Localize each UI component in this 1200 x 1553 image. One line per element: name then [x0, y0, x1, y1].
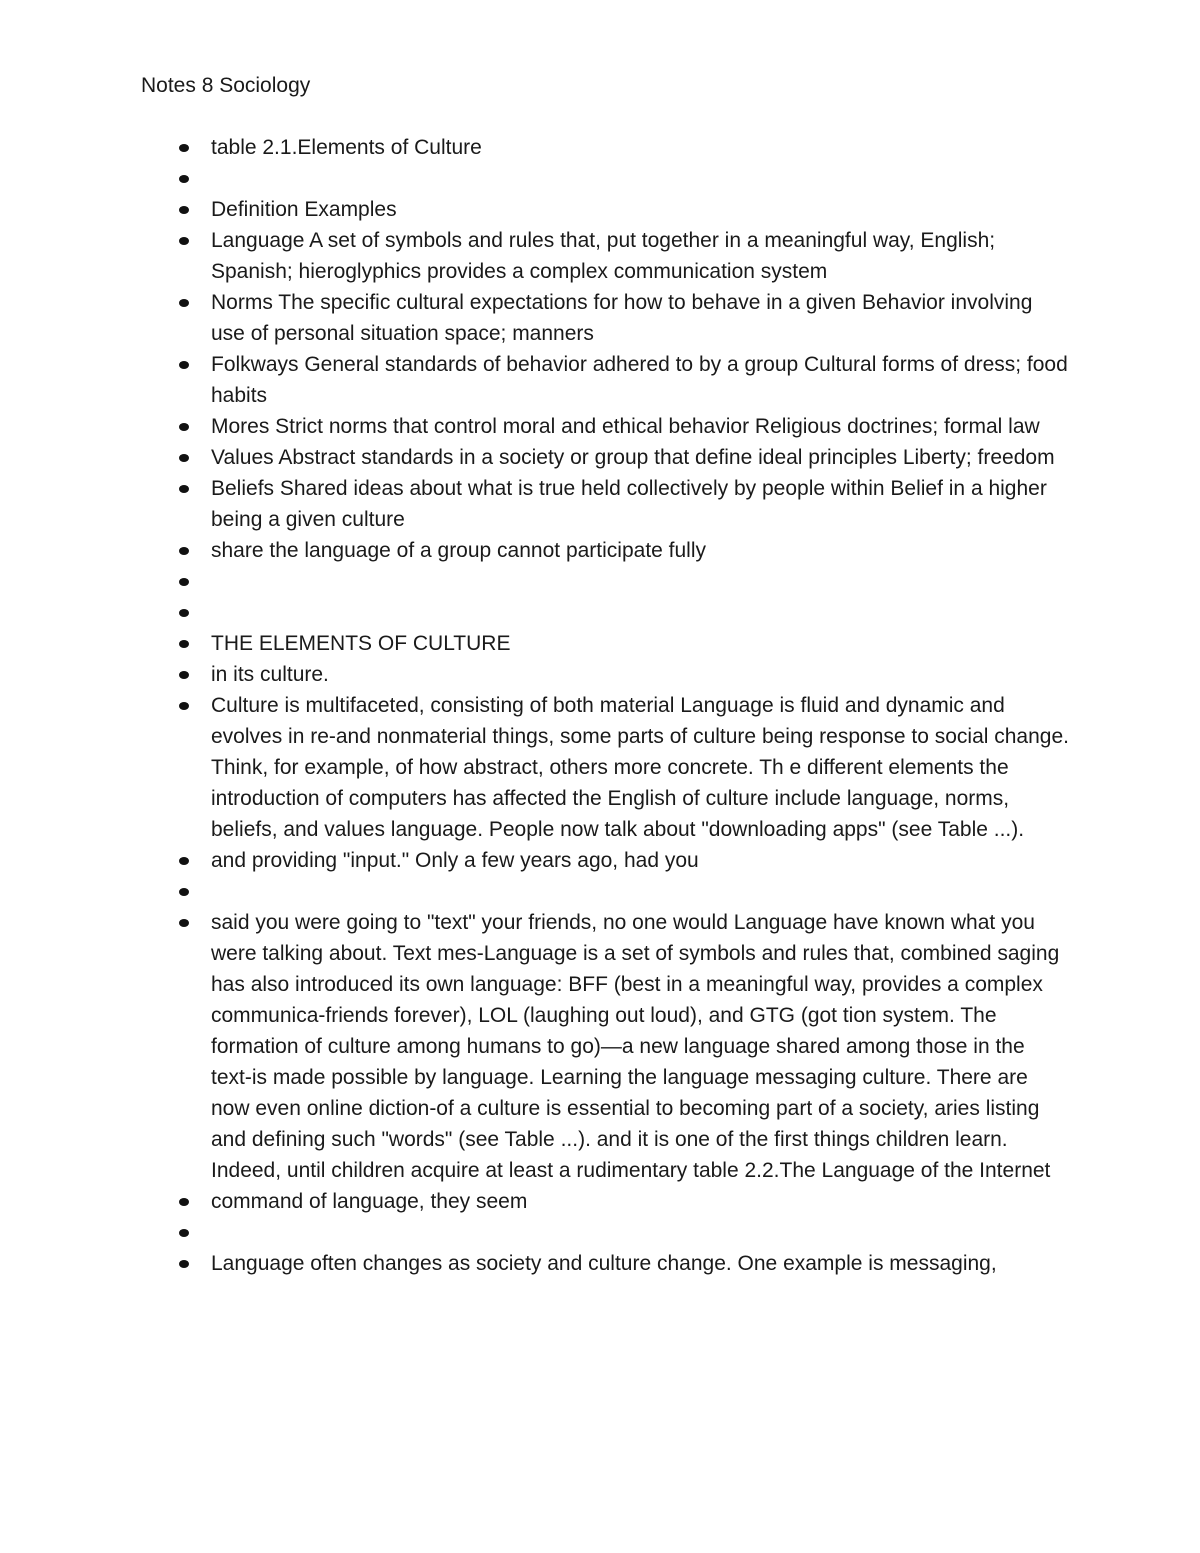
bullet-dot-icon — [179, 919, 189, 927]
bullet-list — [0, 132, 1200, 1279]
list-item — [0, 628, 1071, 659]
list-item-text: Language often changes as society and culture change. One example is messaging, — [211, 1252, 997, 1275]
bullet-dot-icon — [179, 609, 189, 617]
bullet-dot-icon — [179, 206, 189, 214]
list-item — [0, 659, 1071, 690]
list-item — [0, 473, 1071, 535]
bullet-dot-icon — [179, 702, 189, 710]
list-item-text: THE ELEMENTS OF CULTURE — [211, 632, 511, 655]
bullet-dot-icon — [179, 175, 189, 183]
list-item — [0, 132, 1071, 163]
list-item — [0, 225, 1071, 287]
bullet-dot-icon — [179, 237, 189, 245]
list-item-text: in its culture. — [211, 663, 329, 686]
list-item — [0, 411, 1071, 442]
list-item-text: Definition Examples — [211, 198, 397, 221]
list-item-text: Culture is multifaceted, consisting of both material Language is fluid and dynamic and evolves in re-and nonmaterial things, some parts of culture being response to social change. Think, for example, of how abstract, others more concrete. Th e different elements the introduction of computers has affected the English of culture include language, norms, beliefs, and values language. People now talk about "downloading apps" (see Table ...). — [211, 694, 1069, 841]
list-item — [0, 907, 1071, 1186]
bullet-dot-icon — [179, 454, 189, 462]
list-item — [0, 535, 1071, 566]
bullet-dot-icon — [179, 361, 189, 369]
list-item-text: command of language, they seem — [211, 1190, 528, 1213]
document-title: Notes 8 Sociology — [141, 74, 311, 97]
bullet-dot-icon — [179, 144, 189, 152]
list-item — [0, 1217, 1071, 1248]
bullet-dot-icon — [179, 1229, 189, 1237]
list-item-text: Folkways General standards of behavior adhered to by a group Cultural forms of dress; food habits — [211, 353, 1068, 407]
bullet-dot-icon — [179, 640, 189, 648]
list-item — [0, 194, 1071, 225]
list-item — [0, 1248, 1071, 1279]
bullet-dot-icon — [179, 1260, 189, 1268]
bullet-dot-icon — [179, 547, 189, 555]
bullet-dot-icon — [179, 299, 189, 307]
bullet-dot-icon — [179, 888, 189, 896]
list-item-text: share the language of a group cannot participate fully — [211, 539, 707, 562]
list-item — [0, 287, 1071, 349]
list-item — [0, 876, 1071, 907]
bullet-dot-icon — [179, 423, 189, 431]
list-item — [0, 597, 1071, 628]
bullet-dot-icon — [179, 1198, 189, 1206]
list-item — [0, 442, 1071, 473]
list-item-text: Beliefs Shared ideas about what is true held collectively by people within Belief in a higher being a given culture — [211, 477, 1047, 531]
list-item-text: Language A set of symbols and rules that, put together in a meaningful way, English; Spanish; hieroglyphics provides a complex communication system — [211, 229, 996, 283]
list-item — [0, 349, 1071, 411]
list-item-text: and providing "input." Only a few years ago, had you — [211, 849, 699, 872]
list-item — [0, 566, 1071, 597]
bullet-dot-icon — [179, 578, 189, 586]
list-item-text: Norms The specific cultural expectations for how to behave in a given Behavior involving use of personal situation space; manners — [211, 291, 1033, 345]
list-item-text: Mores Strict norms that control moral and ethical behavior Religious doctrines; formal law — [211, 415, 1040, 438]
bullet-dot-icon — [179, 857, 189, 865]
list-item-text: said you were going to "text" your friends, no one would Language have known what you were talking about. Text mes-Language is a set of symbols and rules that, combined saging has also introduced its own language: BFF (best in a meaningful way, provides a complex communica-friends forever), LOL (laughing out loud), and GTG (got tion system. The formation of culture among humans to go)—a new language shared among those in the text-is made possible by language. Learning the language messaging culture. There are now even online diction-of a culture is essential to becoming part of a society, aries listing and defining such "words" (see Table ...). and it is one of the first things children learn. Indeed, until children acquire at least a rudimentary table 2.2.The Language of the Internet — [211, 911, 1060, 1182]
list-item-text: Values Abstract standards in a society or group that define ideal principles Liberty; freedom — [211, 446, 1055, 469]
list-item — [0, 1186, 1071, 1217]
list-item — [0, 690, 1071, 845]
bullet-dot-icon — [179, 671, 189, 679]
list-item-text: table 2.1.Elements of Culture — [211, 136, 482, 159]
list-item — [0, 845, 1071, 876]
list-item — [0, 163, 1071, 194]
bullet-dot-icon — [179, 485, 189, 493]
